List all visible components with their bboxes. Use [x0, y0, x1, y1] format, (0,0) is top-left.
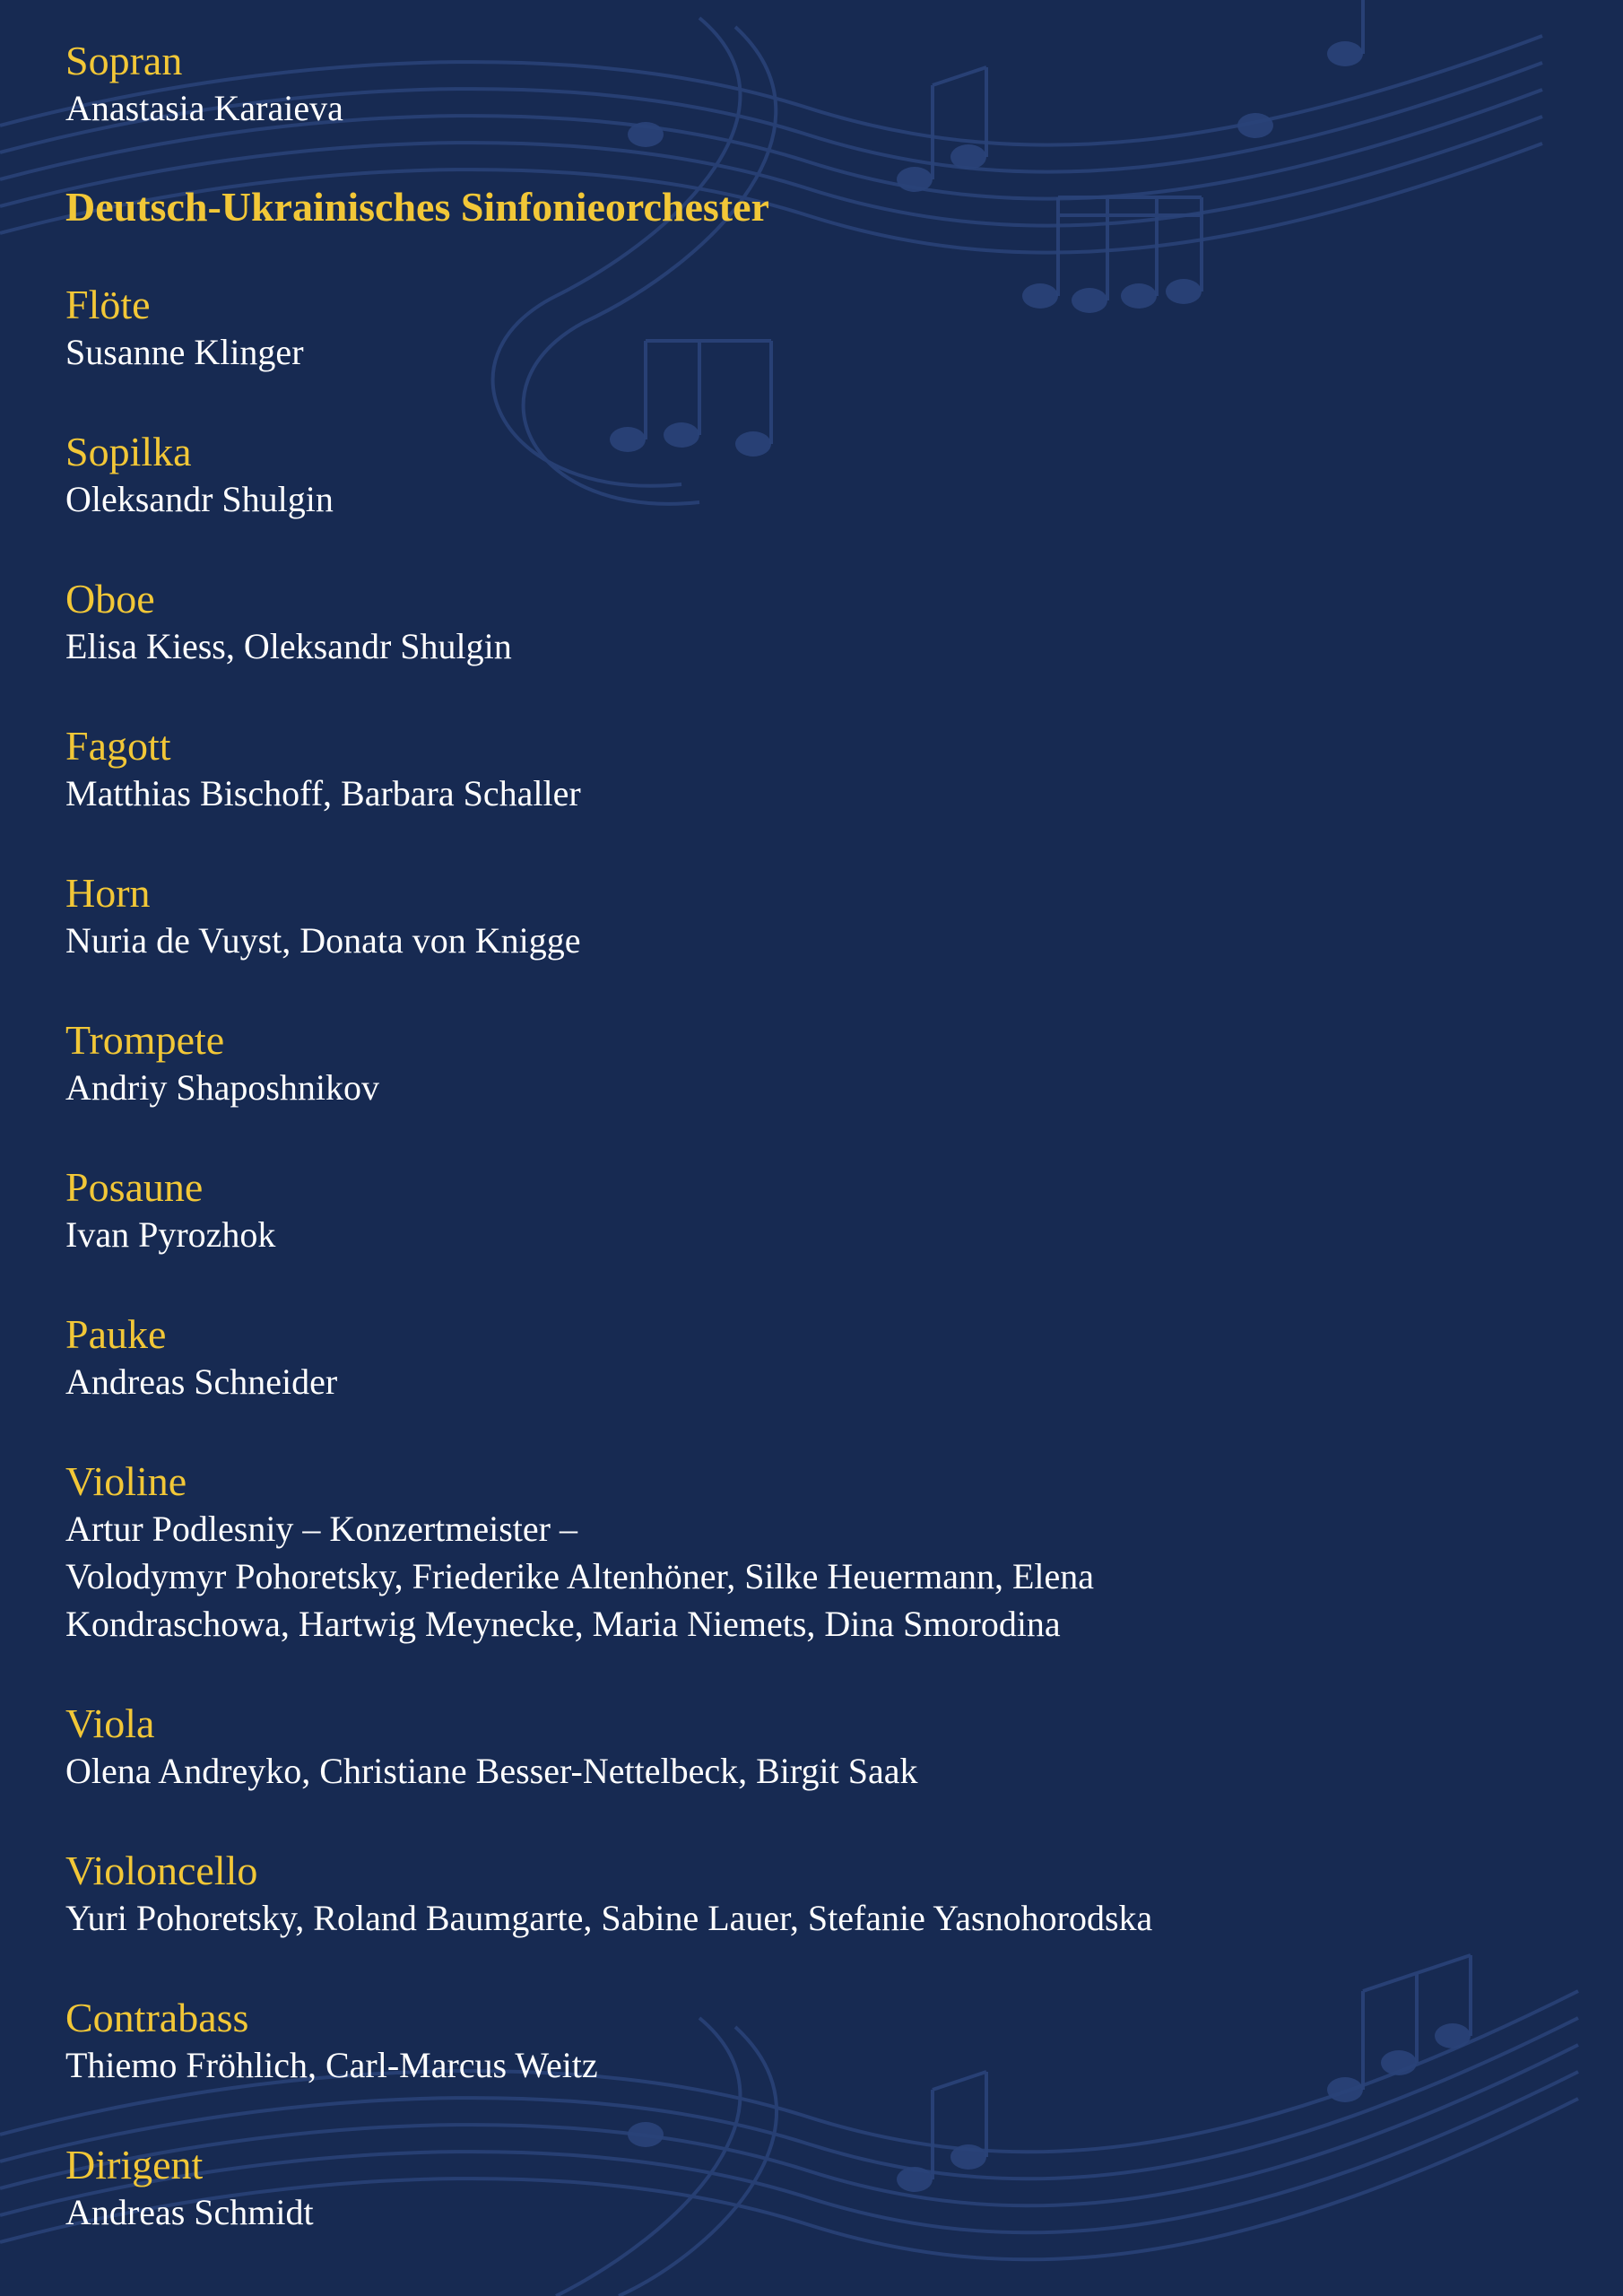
- performer-names: Yuri Pohoretsky, Roland Baumgarte, Sabine Lauer, Stefanie Yasnohorodska: [65, 1898, 1153, 1938]
- performer-names: Matthias Bischoff, Barbara Schaller: [65, 773, 581, 813]
- performer-names: Oleksandr Shulgin: [65, 479, 334, 519]
- role-heading: Violoncello: [65, 1848, 258, 1893]
- performer-names: Olena Andreyko, Christiane Besser-Nettelbeck, Birgit Saak: [65, 1751, 918, 1791]
- performer-names: Ivan Pyrozhok: [65, 1214, 276, 1255]
- instrument-section: [65, 723, 1554, 817]
- performer-names: Susanne Klinger: [65, 332, 304, 372]
- soloist-section: [65, 38, 1554, 132]
- performer-names: Artur Podlesniy – Konzertmeister – Volodymyr Pohoretsky, Friederike Altenhöner, Silke Heuermann, Elena Kondraschowa, Hartwig Meynecke, Maria Niemets, Dina Smorodina: [65, 1509, 1095, 1644]
- role-heading: Trompete: [65, 1017, 225, 1063]
- role-heading: Pauke: [65, 1311, 167, 1357]
- role-heading: Flöte: [65, 282, 151, 327]
- role-heading: Viola: [65, 1700, 155, 1746]
- instrument-section: [65, 576, 1554, 670]
- instrument-section: [65, 2142, 1554, 2236]
- orchestra-title: Deutsch-Ukrainisches Sinfonieorchester: [65, 184, 769, 230]
- performer-names: Anastasia Karaieva: [65, 88, 343, 128]
- performer-names: Nuria de Vuyst, Donata von Knigge: [65, 920, 581, 961]
- role-heading: Sopilka: [65, 429, 192, 474]
- instrument-section: [65, 1995, 1554, 2089]
- role-heading: Violine: [65, 1458, 187, 1504]
- role-heading: Sopran: [65, 38, 183, 83]
- instrument-section: [65, 1458, 1554, 1648]
- instrument-section: [65, 1017, 1554, 1111]
- role-heading: Horn: [65, 870, 151, 916]
- instrument-section: [65, 282, 1554, 376]
- role-heading: Fagott: [65, 723, 171, 769]
- instrument-section: [65, 1311, 1554, 1405]
- instrument-section: [65, 1700, 1554, 1795]
- performer-names: Andreas Schneider: [65, 1361, 338, 1402]
- role-heading: Dirigent: [65, 2142, 204, 2187]
- instrument-section: [65, 1848, 1554, 1942]
- role-heading: Contrabass: [65, 1995, 249, 2040]
- role-heading: Posaune: [65, 1164, 204, 1210]
- performer-names: Andriy Shaposhnikov: [65, 1067, 379, 1108]
- performer-names: Elisa Kiess, Oleksandr Shulgin: [65, 626, 512, 666]
- instrument-section: [65, 1164, 1554, 1258]
- instrument-section: [65, 870, 1554, 964]
- performer-names: Andreas Schmidt: [65, 2192, 314, 2232]
- program-listing: [65, 38, 1554, 2236]
- role-heading: Oboe: [65, 576, 155, 622]
- instrument-section: [65, 429, 1554, 523]
- performer-names: Thiemo Fröhlich, Carl-Marcus Weitz: [65, 2045, 598, 2085]
